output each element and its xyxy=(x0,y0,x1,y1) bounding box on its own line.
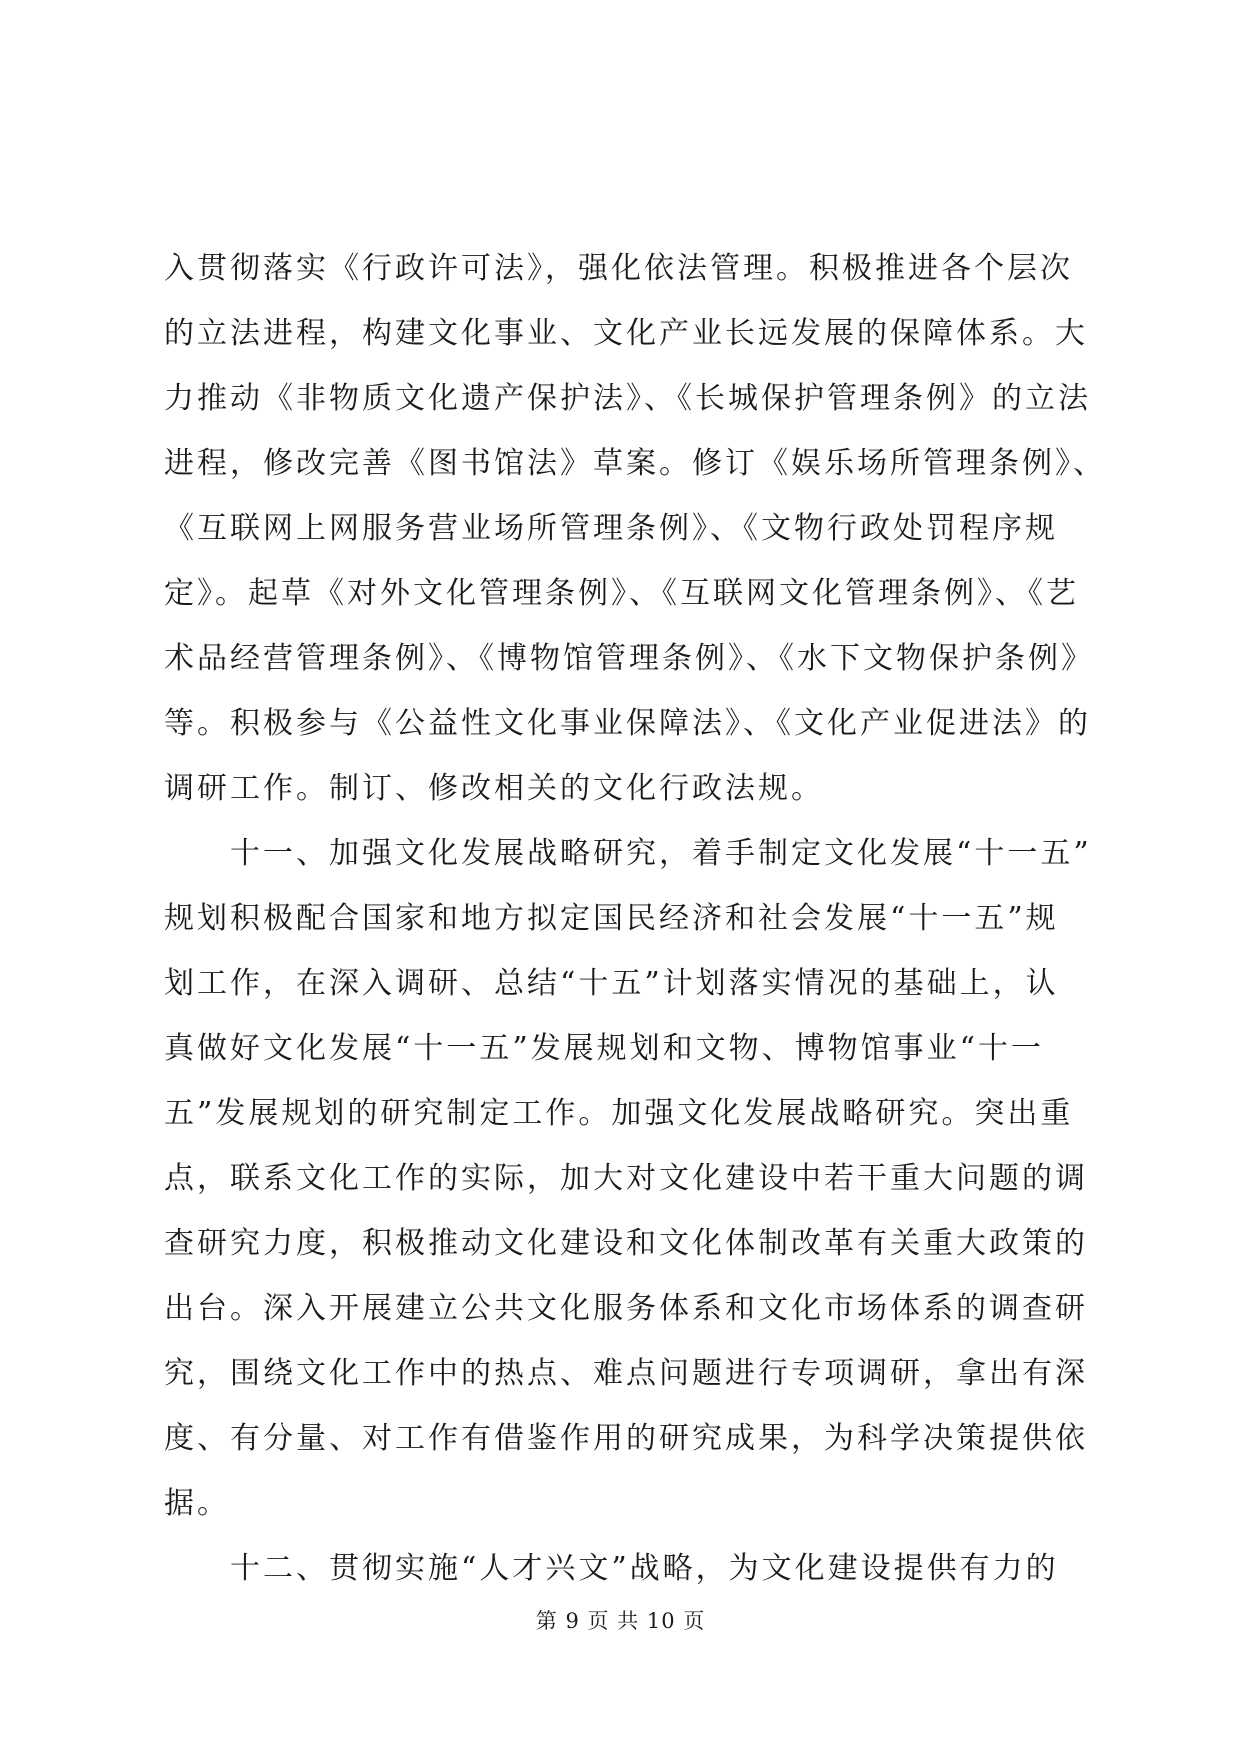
text-line: 五”发展规划的研究制定工作。加强文化发展战略研究。突出重 xyxy=(164,1096,1074,1131)
text-line: 《互联网上网服务营业场所管理条例》、《文物行政处罚程序规 xyxy=(164,511,1058,546)
text-line: 查研究力度，积极推动文化建设和文化体制改革有关重大政策的 xyxy=(164,1226,1088,1261)
text-line: 出台。深入开展建立公共文化服务体系和文化市场体系的调查研 xyxy=(164,1291,1088,1326)
text-line: 究，围绕文化工作中的热点、难点问题进行专项调研，拿出有深 xyxy=(164,1356,1088,1391)
text-line: 定》。起草《对外文化管理条例》、《互联网文化管理条例》、《艺 xyxy=(164,576,1079,611)
text-line: 等。积极参与《公益性文化事业保障法》、《文化产业促进法》的 xyxy=(164,706,1091,741)
page-number: 第 9 页 共 10 页 xyxy=(535,1609,706,1633)
text-line: 点，联系文化工作的实际，加大对文化建设中若干重大问题的调 xyxy=(164,1161,1088,1196)
text-line: 调研工作。制订、修改相关的文化行政法规。 xyxy=(164,771,824,806)
text-line: 规划积极配合国家和地方拟定国民经济和社会发展“十一五”规 xyxy=(164,901,1059,936)
text-line: 入贯彻落实《行政许可法》，强化依法管理。积极推进各个层次 xyxy=(164,251,1073,286)
text-line: 划工作，在深入调研、总结“十五”计划落实情况的基础上，认 xyxy=(164,966,1059,1001)
paragraph-start-line: 十二、贯彻实施“人才兴文”战略，为文化建设提供有力的 xyxy=(230,1551,1059,1586)
text-line: 的立法进程，构建文化事业、文化产业长远发展的保障体系。大 xyxy=(164,316,1088,351)
text-line: 术品经营管理条例》、《博物馆管理条例》、《水下文物保护条例》 xyxy=(164,641,1094,676)
text-line: 进程，修改完善《图书馆法》草案。修订《娱乐场所管理条例》、 xyxy=(164,446,1106,481)
paragraph-start-line: 十一、加强文化发展战略研究，着手制定文化发展“十一五” xyxy=(230,836,1092,871)
text-line: 力推动《非物质文化遗产保护法》、《长城保护管理条例》的立法 xyxy=(164,381,1091,416)
text-line: 度、有分量、对工作有借鉴作用的研究成果，为科学决策提供依 xyxy=(164,1421,1088,1456)
document-body xyxy=(164,236,1106,1601)
text-line: 真做好文化发展“十一五”发展规划和文物、博物馆事业“十一 xyxy=(164,1031,1045,1066)
text-line: 据。 xyxy=(164,1486,230,1521)
